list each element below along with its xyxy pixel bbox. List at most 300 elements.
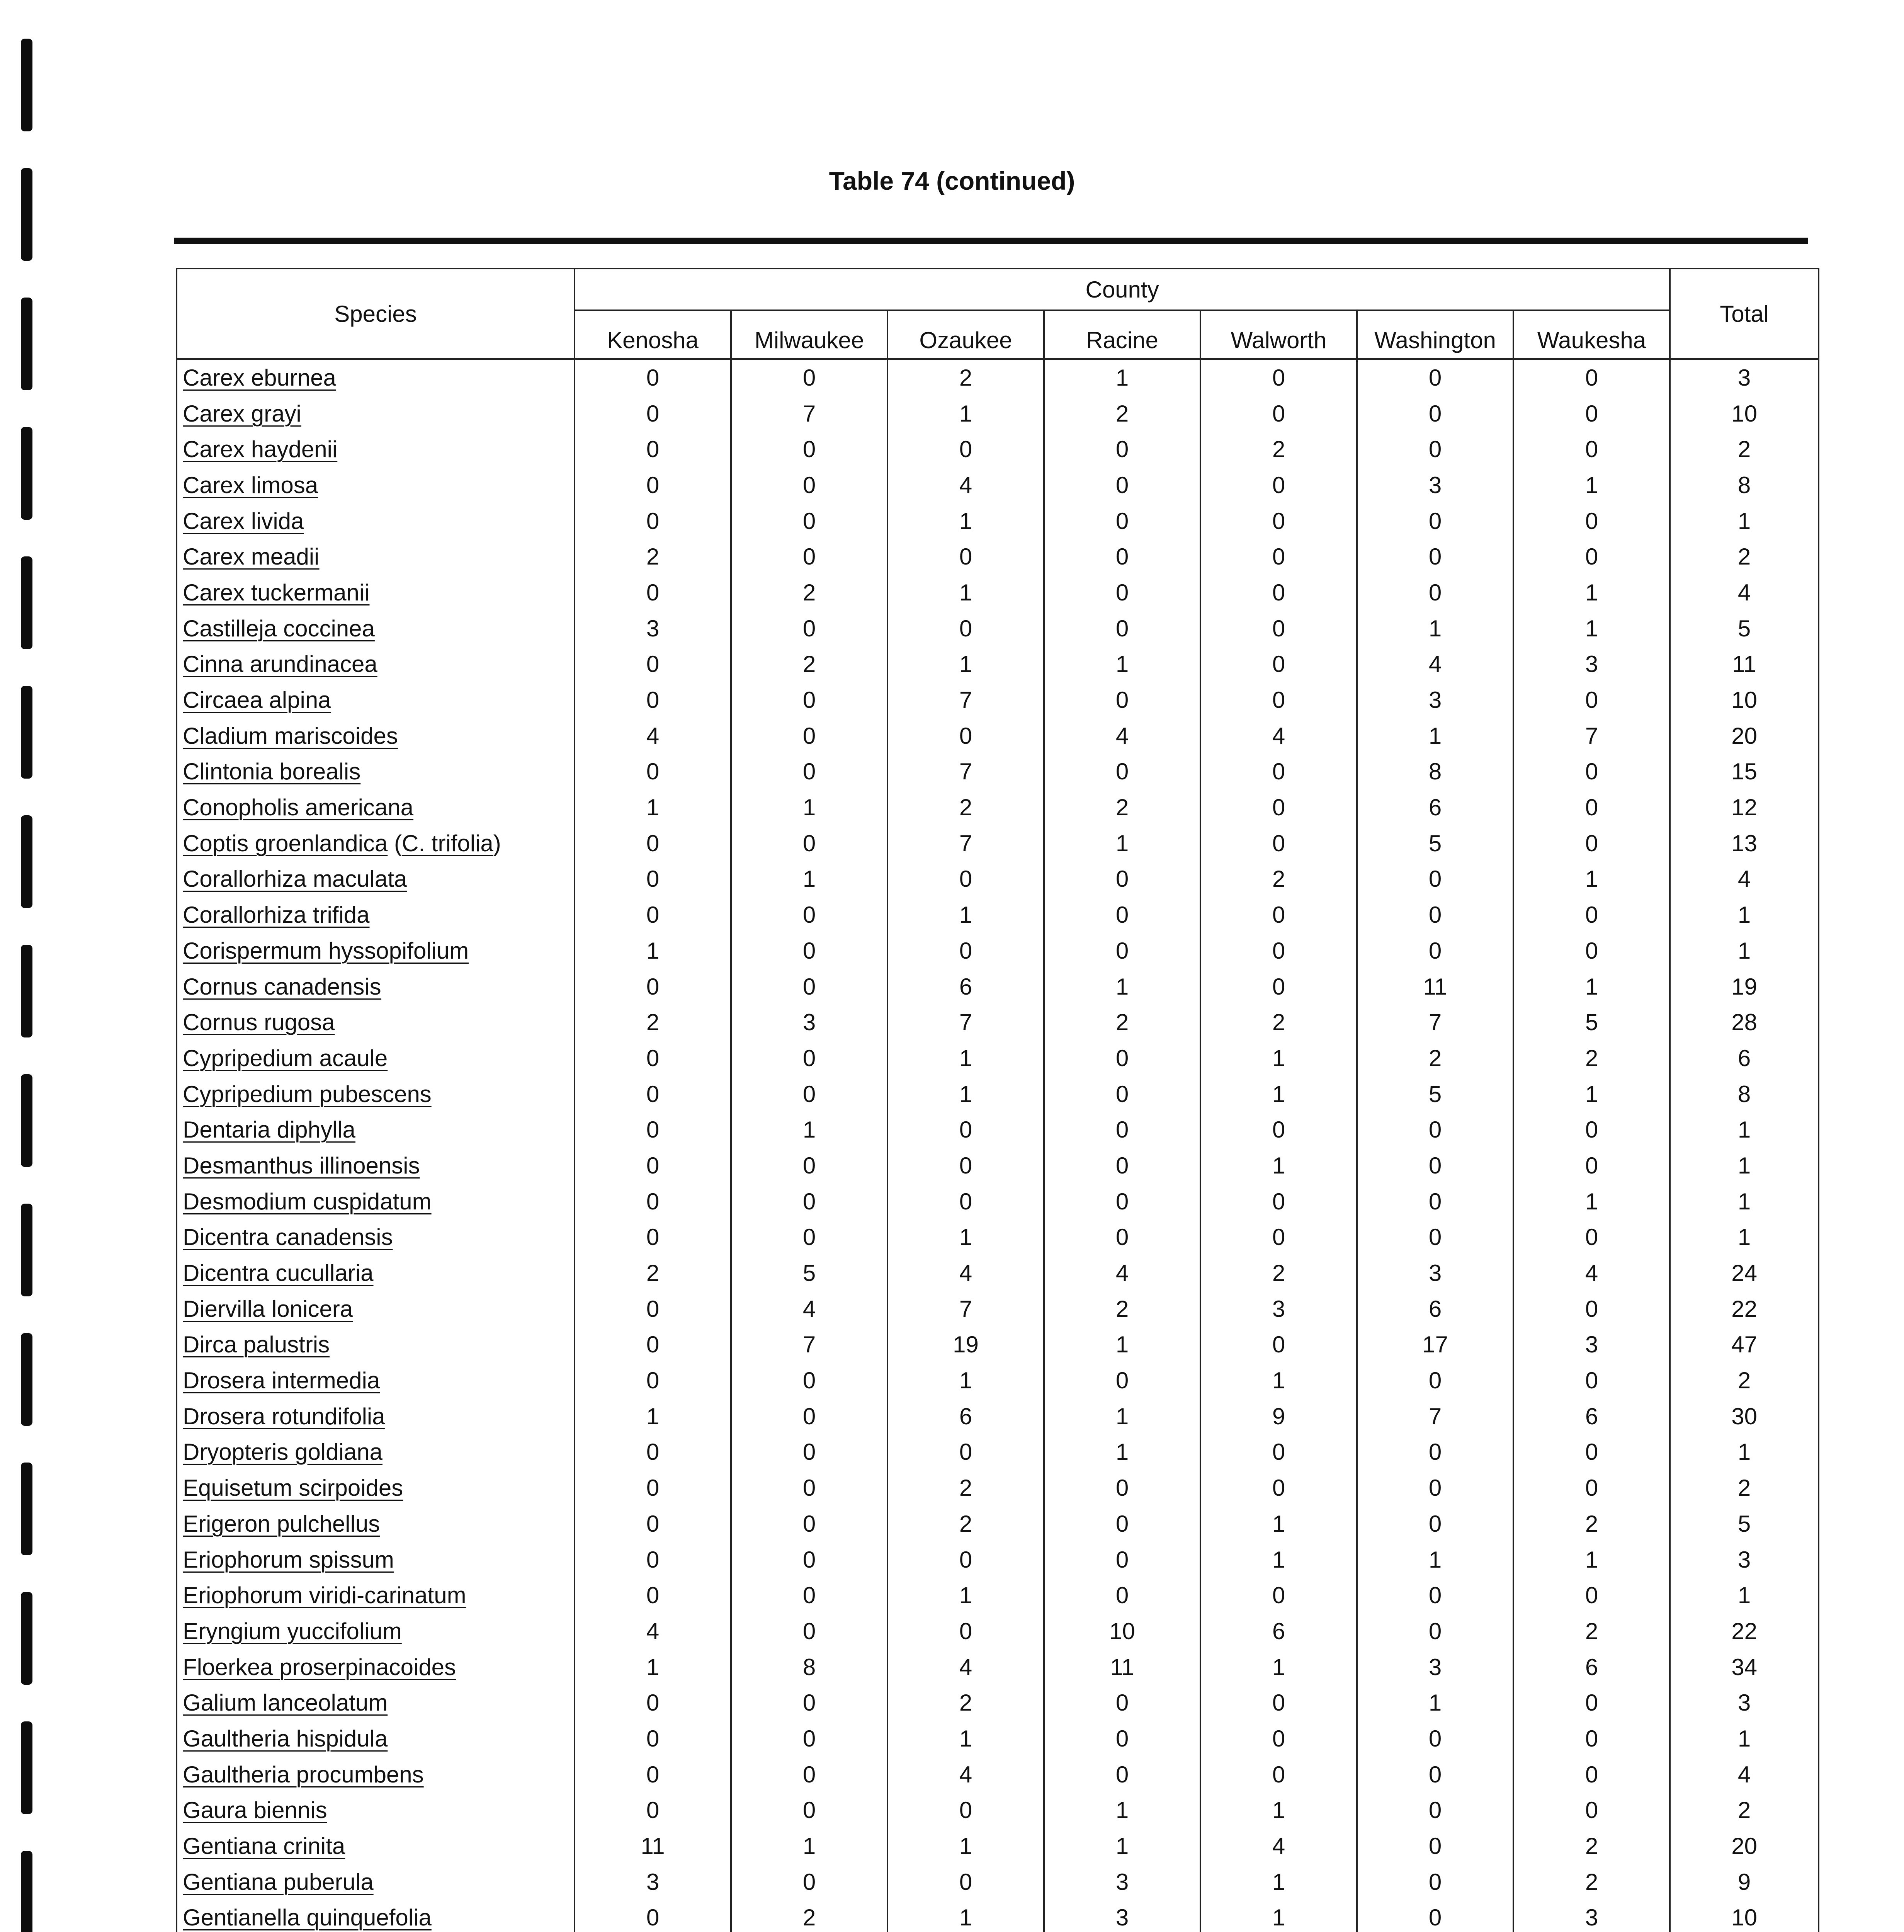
count-cell: 6	[887, 1398, 1044, 1434]
species-name-part: Cornus rugosa	[183, 1009, 335, 1036]
species-name-part: Cinna arundinacea	[183, 651, 377, 677]
species-name-part: Diervilla lonicera	[183, 1296, 353, 1322]
species-name-part: Desmodium cuspidatum	[183, 1188, 432, 1214]
species-cell	[177, 1685, 575, 1721]
species-name-part: Dryopteris goldiana	[183, 1439, 382, 1465]
count-cell: 0	[887, 611, 1044, 646]
species-cell	[177, 503, 575, 539]
total-cell: 4	[1670, 861, 1819, 897]
county-header: Milwaukee	[731, 310, 887, 359]
table-row	[177, 1506, 1819, 1542]
species-name-part: Cornus canadensis	[183, 973, 381, 1000]
count-cell: 0	[731, 682, 887, 718]
count-cell: 0	[1357, 1793, 1513, 1828]
species-cell	[177, 1577, 575, 1613]
species-name-part: Gentiana puberula	[183, 1869, 374, 1895]
species-name-part: Conopholis americana	[183, 794, 414, 821]
count-cell: 0	[887, 1793, 1044, 1828]
count-cell: 0	[1357, 1613, 1513, 1649]
count-cell: 4	[731, 1291, 887, 1327]
total-cell: 2	[1670, 431, 1819, 467]
table-row	[177, 1434, 1819, 1470]
count-cell: 0	[1044, 933, 1200, 969]
count-cell: 0	[1357, 861, 1513, 897]
table-row	[177, 825, 1819, 861]
species-name-part: Dentaria diphylla	[183, 1117, 355, 1143]
count-cell: 1	[731, 1828, 887, 1864]
count-cell: 1	[1513, 467, 1670, 503]
count-cell: 0	[731, 1757, 887, 1793]
count-cell: 10	[1044, 1613, 1200, 1649]
species-cell	[177, 1398, 575, 1434]
count-cell: 3	[1357, 467, 1513, 503]
table-row	[177, 789, 1819, 825]
count-cell: 1	[1200, 1542, 1357, 1578]
count-cell: 0	[575, 467, 731, 503]
count-cell: 0	[575, 1434, 731, 1470]
count-cell: 0	[1200, 575, 1357, 611]
count-cell: 0	[1200, 1757, 1357, 1793]
table-row	[177, 1864, 1819, 1900]
count-cell: 1	[1513, 1542, 1670, 1578]
table-row	[177, 503, 1819, 539]
count-cell: 0	[1200, 682, 1357, 718]
species-cell	[177, 1793, 575, 1828]
count-cell: 0	[1200, 359, 1357, 396]
count-cell: 0	[1357, 503, 1513, 539]
species-name-part: Drosera rotundifolia	[183, 1403, 385, 1429]
species-cell	[177, 1542, 575, 1578]
species-cell	[177, 1148, 575, 1184]
count-cell: 1	[1200, 1040, 1357, 1076]
count-cell: 1	[1044, 646, 1200, 682]
count-cell: 0	[1357, 897, 1513, 933]
count-cell: 0	[1357, 1900, 1513, 1932]
count-cell: 0	[1200, 1184, 1357, 1219]
count-cell: 1	[887, 1577, 1044, 1613]
count-cell: 0	[1044, 539, 1200, 575]
count-cell: 0	[575, 1793, 731, 1828]
count-cell: 0	[731, 1040, 887, 1076]
count-cell: 1	[1513, 1076, 1670, 1112]
count-cell: 4	[887, 1255, 1044, 1291]
table-row	[177, 1577, 1819, 1613]
count-cell: 3	[1357, 682, 1513, 718]
species-name-part: Gaultheria hispidula	[183, 1725, 388, 1752]
count-cell: 0	[1513, 682, 1670, 718]
total-cell: 19	[1670, 969, 1819, 1005]
count-cell: 0	[1513, 1112, 1670, 1148]
count-cell: 0	[731, 1685, 887, 1721]
species-cell	[177, 1828, 575, 1864]
species-name-part: Carex grayi	[183, 400, 301, 427]
count-cell: 6	[1513, 1398, 1670, 1434]
count-cell: 0	[1044, 467, 1200, 503]
species-cell	[177, 1613, 575, 1649]
binder-hole	[21, 1204, 32, 1296]
count-cell: 0	[1513, 825, 1670, 861]
count-cell: 1	[575, 789, 731, 825]
count-cell: 0	[887, 539, 1044, 575]
species-cell	[177, 396, 575, 432]
count-cell: 0	[1513, 1757, 1670, 1793]
species-name-part: Cypripedium acaule	[183, 1045, 388, 1071]
count-cell: 2	[1200, 431, 1357, 467]
count-cell: 1	[887, 1721, 1044, 1757]
count-cell: 2	[575, 539, 731, 575]
count-cell: 2	[575, 1004, 731, 1040]
count-cell: 1	[1044, 1434, 1200, 1470]
count-cell: 0	[1513, 396, 1670, 432]
count-cell: 0	[1513, 1577, 1670, 1613]
count-cell: 0	[1513, 359, 1670, 396]
table-row	[177, 1112, 1819, 1148]
species-cell	[177, 1112, 575, 1148]
total-cell: 1	[1670, 1434, 1819, 1470]
count-cell: 0	[575, 1542, 731, 1578]
species-cell	[177, 1004, 575, 1040]
count-cell: 2	[1200, 861, 1357, 897]
count-cell: 0	[1513, 1470, 1670, 1506]
species-cell	[177, 611, 575, 646]
count-cell: 0	[731, 359, 887, 396]
count-cell: 0	[731, 1362, 887, 1398]
count-cell: 0	[1357, 431, 1513, 467]
species-name-part: Carex livida	[183, 508, 304, 534]
count-cell: 0	[1200, 1327, 1357, 1363]
count-cell: 0	[575, 503, 731, 539]
binder-hole	[21, 815, 32, 908]
species-cell	[177, 933, 575, 969]
count-cell: 0	[1044, 1219, 1200, 1255]
count-cell: 0	[1513, 754, 1670, 790]
count-cell: 11	[575, 1828, 731, 1864]
count-cell: 0	[1044, 1542, 1200, 1578]
count-cell: 0	[1044, 431, 1200, 467]
count-cell: 0	[1513, 1291, 1670, 1327]
count-cell: 0	[1513, 503, 1670, 539]
total-cell: 10	[1670, 396, 1819, 432]
count-cell: 0	[731, 933, 887, 969]
count-cell: 0	[1513, 539, 1670, 575]
species-name-part: Galium lanceolatum	[183, 1690, 388, 1716]
table-row	[177, 431, 1819, 467]
count-cell: 11	[1044, 1649, 1200, 1685]
count-cell: 0	[1200, 1577, 1357, 1613]
table-row	[177, 1685, 1819, 1721]
count-cell: 1	[1200, 1900, 1357, 1932]
total-cell: 10	[1670, 682, 1819, 718]
count-cell: 1	[731, 861, 887, 897]
count-cell: 1	[887, 1828, 1044, 1864]
count-cell: 0	[1357, 1184, 1513, 1219]
count-cell: 0	[1513, 1793, 1670, 1828]
species-name-part: Equisetum scirpoides	[183, 1475, 403, 1501]
species-cell	[177, 1184, 575, 1219]
count-cell: 1	[1200, 1793, 1357, 1828]
count-cell: 0	[1044, 1184, 1200, 1219]
count-cell: 0	[1200, 1470, 1357, 1506]
binder-hole	[21, 1721, 32, 1814]
count-cell: 0	[575, 1721, 731, 1757]
count-cell: 3	[1044, 1864, 1200, 1900]
total-cell: 1	[1670, 1148, 1819, 1184]
count-cell: 0	[1513, 789, 1670, 825]
table-row	[177, 539, 1819, 575]
count-cell: 0	[731, 718, 887, 754]
binder-hole	[21, 1333, 32, 1426]
species-cell	[177, 1076, 575, 1112]
table-row	[177, 611, 1819, 646]
count-cell: 0	[575, 396, 731, 432]
count-cell: 0	[731, 754, 887, 790]
species-name-part: Coptis groenlandica	[183, 830, 388, 856]
count-cell: 4	[575, 1613, 731, 1649]
count-cell: 0	[1200, 1721, 1357, 1757]
count-cell: 4	[1513, 1255, 1670, 1291]
count-cell: 0	[1200, 1685, 1357, 1721]
count-cell: 5	[1357, 1076, 1513, 1112]
count-cell: 0	[575, 825, 731, 861]
count-cell: 0	[887, 1864, 1044, 1900]
count-cell: 0	[1513, 1721, 1670, 1757]
count-cell: 7	[887, 825, 1044, 861]
count-cell: 2	[1513, 1040, 1670, 1076]
count-cell: 0	[1200, 1219, 1357, 1255]
count-cell: 7	[887, 1004, 1044, 1040]
count-cell: 0	[575, 1685, 731, 1721]
count-cell: 1	[1044, 359, 1200, 396]
count-cell: 1	[887, 1076, 1044, 1112]
species-cell	[177, 1040, 575, 1076]
count-cell: 0	[1044, 1076, 1200, 1112]
table-row	[177, 969, 1819, 1005]
count-cell: 0	[731, 969, 887, 1005]
count-cell: 7	[887, 1291, 1044, 1327]
count-cell: 0	[1200, 611, 1357, 646]
table-row	[177, 1900, 1819, 1932]
count-cell: 0	[575, 1757, 731, 1793]
species-name-part: Gaultheria procumbens	[183, 1761, 424, 1787]
count-cell: 0	[575, 1040, 731, 1076]
count-cell: 2	[887, 359, 1044, 396]
count-cell: 0	[731, 1613, 887, 1649]
table-row	[177, 1793, 1819, 1828]
species-cell	[177, 682, 575, 718]
table-row	[177, 1613, 1819, 1649]
count-cell: 0	[1200, 1112, 1357, 1148]
total-cell: 3	[1670, 1542, 1819, 1578]
total-cell: 4	[1670, 575, 1819, 611]
count-cell: 1	[1513, 969, 1670, 1005]
count-cell: 2	[1513, 1828, 1670, 1864]
count-cell: 17	[1357, 1327, 1513, 1363]
count-cell: 0	[575, 1219, 731, 1255]
count-cell: 0	[887, 1434, 1044, 1470]
count-cell: 7	[887, 682, 1044, 718]
count-cell: 2	[731, 575, 887, 611]
species-name-part: Circaea alpina	[183, 687, 331, 713]
total-cell: 1	[1670, 897, 1819, 933]
count-cell: 1	[731, 1112, 887, 1148]
count-cell: 4	[1200, 718, 1357, 754]
count-cell: 0	[575, 646, 731, 682]
county-header: Kenosha	[575, 310, 731, 359]
count-cell: 2	[1044, 1291, 1200, 1327]
table-row	[177, 718, 1819, 754]
count-cell: 0	[1357, 1828, 1513, 1864]
count-cell: 0	[575, 1148, 731, 1184]
species-name-part: Cladium mariscoides	[183, 723, 398, 749]
count-cell: 0	[1200, 1434, 1357, 1470]
count-cell: 0	[1200, 539, 1357, 575]
count-cell: 0	[887, 861, 1044, 897]
count-cell: 3	[1357, 1255, 1513, 1291]
count-cell: 0	[1513, 431, 1670, 467]
count-cell: 1	[887, 396, 1044, 432]
county-group-header: County	[575, 269, 1670, 310]
count-cell: 0	[575, 1291, 731, 1327]
table-row	[177, 1721, 1819, 1757]
count-cell: 3	[1357, 1649, 1513, 1685]
species-cell	[177, 467, 575, 503]
table-row	[177, 1327, 1819, 1363]
species-cell	[177, 575, 575, 611]
count-cell: 0	[731, 1577, 887, 1613]
count-cell: 7	[887, 754, 1044, 790]
species-name-part: Erigeron pulchellus	[183, 1510, 380, 1537]
table-title: Table 74 (continued)	[829, 167, 1075, 195]
count-cell: 4	[1044, 1255, 1200, 1291]
total-cell: 1	[1670, 1184, 1819, 1219]
species-cell	[177, 1470, 575, 1506]
count-cell: 8	[731, 1649, 887, 1685]
county-header: Washington	[1357, 310, 1513, 359]
count-cell: 6	[1357, 789, 1513, 825]
count-cell: 4	[887, 1757, 1044, 1793]
species-name-part: Gentianella quinquefolia	[183, 1905, 432, 1931]
count-cell: 1	[1044, 1793, 1200, 1828]
count-cell: 1	[1044, 1828, 1200, 1864]
total-cell: 20	[1670, 718, 1819, 754]
count-cell: 2	[1513, 1864, 1670, 1900]
count-cell: 2	[1044, 789, 1200, 825]
count-cell: 1	[1513, 1184, 1670, 1219]
species-name-part: Drosera intermedia	[183, 1367, 380, 1394]
count-cell: 4	[1357, 646, 1513, 682]
table-row	[177, 359, 1819, 396]
total-cell: 24	[1670, 1255, 1819, 1291]
count-cell: 0	[1513, 897, 1670, 933]
count-cell: 0	[1200, 897, 1357, 933]
table-row	[177, 754, 1819, 790]
species-cell	[177, 789, 575, 825]
total-cell: 20	[1670, 1828, 1819, 1864]
species-cell	[177, 1506, 575, 1542]
binder-hole	[21, 945, 32, 1037]
count-cell: 0	[1357, 1219, 1513, 1255]
species-name-part: )	[493, 830, 501, 856]
count-cell: 0	[731, 1542, 887, 1578]
table-body	[177, 359, 1819, 1932]
count-cell: 1	[1044, 969, 1200, 1005]
table-row	[177, 575, 1819, 611]
count-cell: 1	[1357, 1542, 1513, 1578]
count-cell: 7	[1513, 718, 1670, 754]
count-cell: 5	[1357, 825, 1513, 861]
count-cell: 7	[731, 1327, 887, 1363]
count-cell: 2	[1357, 1040, 1513, 1076]
count-cell: 0	[575, 431, 731, 467]
total-cell: 4	[1670, 1757, 1819, 1793]
count-cell: 1	[1044, 1398, 1200, 1434]
total-cell: 28	[1670, 1004, 1819, 1040]
count-cell: 1	[1357, 1685, 1513, 1721]
count-cell: 0	[1513, 1219, 1670, 1255]
table-row	[177, 1649, 1819, 1685]
count-cell: 4	[575, 718, 731, 754]
total-cell: 1	[1670, 1112, 1819, 1148]
count-cell: 2	[887, 789, 1044, 825]
species-cell	[177, 359, 575, 396]
species-name-part: Dicentra canadensis	[183, 1224, 393, 1250]
count-cell: 0	[731, 467, 887, 503]
count-cell: 0	[575, 1362, 731, 1398]
count-cell: 0	[887, 1613, 1044, 1649]
count-cell: 3	[575, 611, 731, 646]
count-cell: 1	[1044, 1327, 1200, 1363]
species-name-part: Corallorhiza trifida	[183, 902, 370, 928]
total-cell: 2	[1670, 1793, 1819, 1828]
total-cell: 2	[1670, 1362, 1819, 1398]
count-cell: 1	[1513, 611, 1670, 646]
total-cell: 1	[1670, 1577, 1819, 1613]
count-cell: 2	[1200, 1004, 1357, 1040]
count-cell: 6	[887, 969, 1044, 1005]
total-cell: 22	[1670, 1291, 1819, 1327]
species-cell	[177, 1434, 575, 1470]
total-cell: 12	[1670, 789, 1819, 825]
count-cell: 0	[887, 1542, 1044, 1578]
species-name-part: Carex tuckermanii	[183, 579, 370, 605]
total-cell: 2	[1670, 1470, 1819, 1506]
count-cell: 4	[887, 467, 1044, 503]
count-cell: 1	[1357, 611, 1513, 646]
count-cell: 0	[1044, 1721, 1200, 1757]
count-cell: 1	[887, 575, 1044, 611]
count-cell: 0	[731, 1076, 887, 1112]
count-cell: 6	[1200, 1613, 1357, 1649]
count-cell: 2	[1513, 1613, 1670, 1649]
count-cell: 0	[731, 1219, 887, 1255]
count-cell: 0	[1200, 467, 1357, 503]
count-cell: 1	[887, 1900, 1044, 1932]
species-cell	[177, 1219, 575, 1255]
total-cell: 2	[1670, 539, 1819, 575]
table-row	[177, 1076, 1819, 1112]
count-cell: 0	[731, 1434, 887, 1470]
species-cell	[177, 1255, 575, 1291]
count-cell: 7	[1357, 1004, 1513, 1040]
count-cell: 0	[1044, 1577, 1200, 1613]
table-row	[177, 1362, 1819, 1398]
count-cell: 1	[1200, 1649, 1357, 1685]
count-cell: 0	[1513, 1362, 1670, 1398]
species-name-part: Dicentra cucullaria	[183, 1260, 374, 1286]
count-cell: 0	[1044, 682, 1200, 718]
county-header: Ozaukee	[887, 310, 1044, 359]
count-cell: 0	[731, 1506, 887, 1542]
